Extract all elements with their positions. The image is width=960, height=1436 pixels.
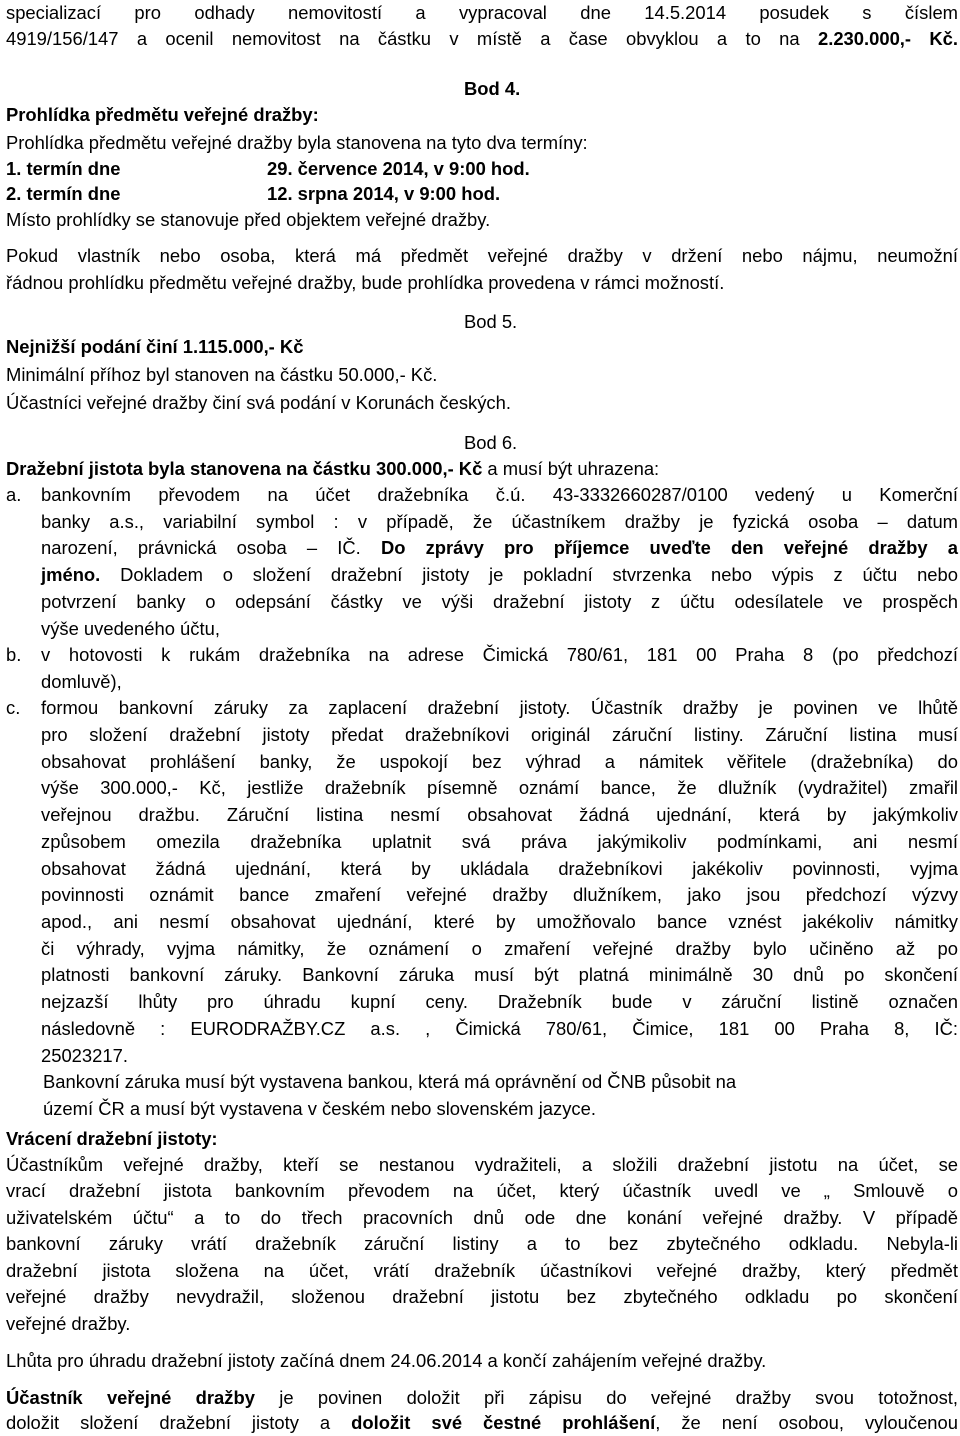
term-2-value: 12. srpna 2014, v 9:00 hod. (267, 183, 501, 204)
refund-line: veřejné dražby nevydražil, složenou dražební jistotu bez zbytečného odkladu po skončení (6, 1286, 958, 1307)
option-c-line: výše 300.000,- Kč, jestliže dražebník písemně oznámí bance, že dlužník (vydražitel) zmařil (41, 777, 958, 798)
bod4-heading: Bod 4. (464, 78, 521, 99)
deposit-rest: a musí být uhrazena: (482, 458, 660, 479)
option-c-line: formou bankovní záruky za zaplacení dražební jistoty. Účastník dražby je povinen ve lhůtě (41, 697, 958, 718)
declaration-label: doložit své čestné prohlášení (351, 1412, 656, 1433)
lowest-bid: Nejnižší podání činí 1.115.000,- Kč (6, 336, 304, 357)
bid-currency: Účastníci veřejné dražby činí svá podání v Korunách českých. (6, 392, 511, 413)
option-a-line-5: potvrzení banky o odepsání částky ve výši dražební jistoty z účtu odesílatele ve prospěch (41, 591, 958, 612)
intro-text: 4919/156/147 a ocenil nemovitost na částku v místě a čase obvyklou a to na (6, 28, 818, 49)
option-a-text: narození, právnická osoba – IČ. (41, 537, 381, 558)
bod4-para-line-2: řádnou prohlídku předmětu veřejné dražby, bude prohlídka provedena v rámci možností. (6, 272, 725, 293)
participant-label: Účastník veřejné dražby (6, 1387, 255, 1408)
refund-line: Účastníkům veřejné dražby, kteří se nestanou vydražiteli, a složili dražební jistotu na účet, se (6, 1154, 958, 1175)
option-a-line-6: výše uvedeného účtu, (41, 618, 220, 639)
option-a-line-1: bankovním převodem na účet dražebníka č.ú. 43-3332660287/0100 vedený u Komerční (41, 484, 958, 505)
option-c-line: veřejnou dražbu. Záruční listina nesmí obsahovat žádná ujednání, která by jakýmkoliv (41, 804, 958, 825)
option-c-line: způsobem omezila dražebníka uplatnit svá práva jakýmikoliv podmínkami, ani nesmí (41, 831, 958, 852)
refund-line: dražební jistota složena na účet, vrátí dražebník účastníkovi veřejné dražby, který předmět (6, 1260, 958, 1281)
option-c-line: apod., ani nesmí obsahovat ujednání, které by umožňovalo bance vznést jakékoliv námitky (41, 911, 958, 932)
refund-title: Vrácení dražební jistoty: (6, 1128, 218, 1149)
term-2 (6, 181, 500, 207)
bod5-heading: Bod 5. (464, 311, 518, 332)
term-1-label: 1. termín dne (6, 158, 121, 179)
payment-note: Do zprávy pro příjemce uveďte den veřejné dražby a (380, 537, 958, 558)
final-line-2 (6, 1410, 958, 1436)
option-c-line: nejzazší lhůty pro úhradu kupní ceny. Dražebník bude v záruční listině označen (41, 991, 958, 1012)
deposit-deadline: Lhůta pro úhradu dražební jistoty začíná dnem 24.06.2014 a končí zahájením veřejné dražby. (6, 1350, 767, 1371)
option-a-text-2: Dokladem o složení dražební jistoty je pokladní stvrzenka nebo výpis z účtu nebo (100, 564, 958, 585)
bank-guarantee-line-2: území ČR a musí být vystavena v českém nebo slovenském jazyce. (43, 1098, 596, 1119)
final-text-2: doložit složení dražební jistoty a (6, 1412, 352, 1433)
intro-line-1: specializací pro odhady nemovitostí a vypracoval dne 14.5.2014 posudek s číslem (6, 2, 958, 23)
valuation-amount: 2.230.000,- Kč. (817, 28, 958, 49)
option-a-line-3 (41, 535, 958, 561)
option-c-line: následovně : EURODRAŽBY.CZ a.s. , Čimická 780/61, Čimice, 181 00 Praha 8, IČ: (41, 1018, 958, 1039)
refund-last-line: veřejné dražby. (6, 1313, 131, 1334)
bod4-title: Prohlídka předmětu veřejné dražby: (6, 104, 319, 125)
deposit-amount: Dražební jistota byla stanovena na částku 300.000,- Kč (6, 458, 483, 479)
option-c-line: pro složení dražební jistoty předat dražebníkovi originál záruční listiny. Záruční listina musí (41, 724, 958, 745)
option-a-line-2: banky a.s., variabilní symbol : v případě, že účastníkem dražby je fyzická osoba – datum (41, 511, 958, 532)
payment-note-end: jméno. (41, 564, 101, 585)
refund-line: bankovní záruky vrátí dražebník záruční listiny a to bez zbytečného odkladu. Nebyla-li (6, 1233, 958, 1254)
option-b-marker: b. (6, 644, 22, 665)
term-1 (6, 156, 530, 182)
bank-guarantee-line-1: Bankovní záruka musí být vystavena bankou, která má oprávnění od ČNB působit na (43, 1071, 737, 1092)
option-c-last-line: 25023217. (41, 1045, 128, 1066)
term-2-label: 2. termín dne (6, 183, 121, 204)
option-c-line: či výhrady, vyjma námitky, že oznámení o zmaření veřejné dražby bylo učiněno až po (41, 938, 958, 959)
option-b-line-2: domluvě), (41, 671, 122, 692)
inspection-place: Místo prohlídky se stanovuje před objektem veřejné dražby. (6, 209, 491, 230)
deposit-line (6, 456, 659, 482)
min-increment: Minimální příhoz byl stanoven na částku 50.000,- Kč. (6, 364, 438, 385)
option-b-line-1: v hotovosti k rukám dražebníka na adrese Čimická 780/61, 181 00 Praha 8 (po předchozí (41, 644, 958, 665)
intro-line-2 (6, 26, 958, 52)
option-c-line: obsahovat žádná ujednání, která by ukládala dražebníkovi jakékoliv povinnosti, vyjma (41, 858, 958, 879)
refund-line: uživatelském účtu“ a to do třech pracovních dnů ode dne konání veřejné dražby. V případě (6, 1207, 958, 1228)
bod6-heading: Bod 6. (464, 432, 518, 453)
bod4-text: Prohlídka předmětu veřejné dražby byla stanovena na tyto dva termíny: (6, 132, 588, 153)
option-c-line: platnosti bankovní záruky. Bankovní záruka musí být platná minimálně 30 dnů po skončení (41, 964, 958, 985)
final-line-1 (6, 1385, 958, 1411)
final-text-3: , že není osobou, vyloučenou (655, 1412, 958, 1433)
option-c-line: obsahovat prohlášení banky, že uspokojí bez výhrad a námitek věřitele (dražebníka) do (41, 751, 958, 772)
term-1-value: 29. července 2014, v 9:00 hod. (267, 158, 530, 179)
option-a-marker: a. (6, 484, 22, 505)
refund-line: vrací dražební jistota bankovním převodem na účet, který účastník uvedl ve „ Smlouvě o (6, 1180, 958, 1201)
option-c-line: povinnosti oznámit bance zmaření veřejné dražby dlužníkem, jako jsou předchozí výzvy (41, 884, 958, 905)
final-text-1: je povinen doložit při zápisu do veřejné dražby svou totožnost, (254, 1387, 958, 1408)
option-a-line-4 (41, 562, 958, 588)
bod4-para-line-1: Pokud vlastník nebo osoba, která má předmět veřejné dražby v držení nebo nájmu, neumožní (6, 245, 958, 266)
option-c-marker: c. (6, 697, 21, 718)
